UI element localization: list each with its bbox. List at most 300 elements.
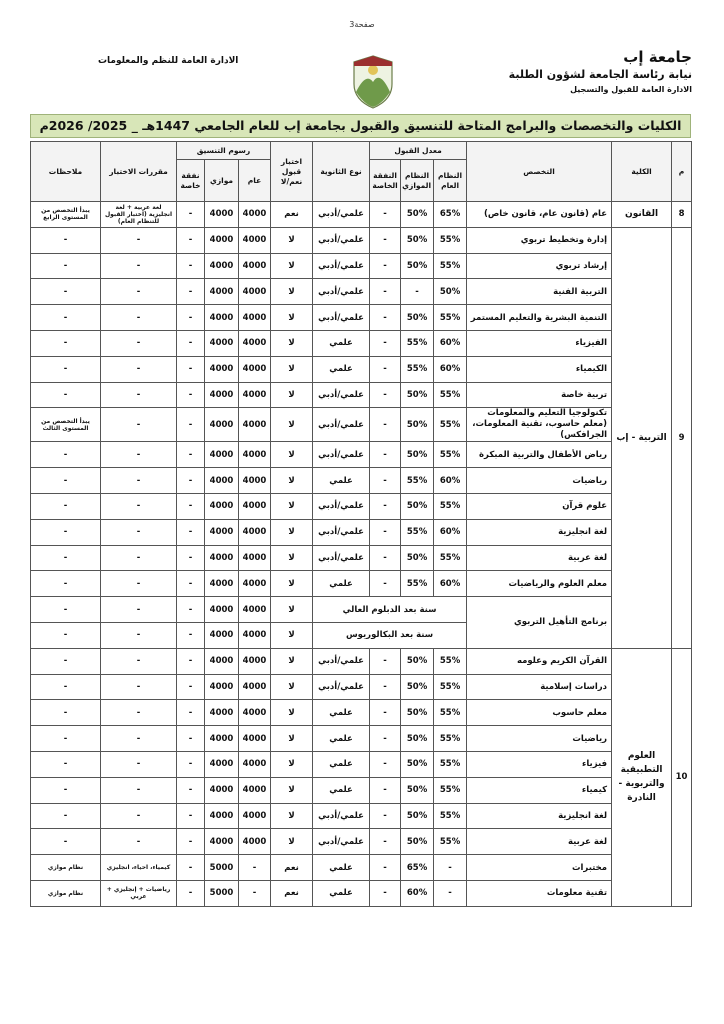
specialization-name: رياضيات [467,468,612,494]
university-logo [336,54,410,110]
specialization-name: إرشاد تربوي [467,253,612,279]
secondary-type: علمي [313,468,370,494]
rate-general: 55% [434,305,467,331]
admission-exam: لا [271,545,313,571]
rate-parallel: 50% [401,545,434,571]
rate-parallel: - [401,279,434,305]
rate-private: - [370,408,401,442]
table-row [31,751,692,777]
col-specialization: التخصص [467,142,612,202]
secondary-type: علمي/أدبي [313,545,370,571]
exam-subjects: - [101,751,177,777]
fee-private: - [177,622,205,648]
exam-subjects: - [101,726,177,752]
rate-private: - [370,545,401,571]
fee-parallel: 4000 [205,279,239,305]
notes: - [31,279,101,305]
fee-general: - [239,880,271,906]
specialization-name: تقنية معلومات [467,880,612,906]
rate-general: 55% [434,726,467,752]
fee-private: - [177,519,205,545]
rate-parallel: 50% [401,803,434,829]
fee-parallel: 4000 [205,648,239,674]
admission-exam: لا [271,279,313,305]
fee-private: - [177,382,205,408]
rate-private: - [370,356,401,382]
admission-exam: لا [271,382,313,408]
fee-parallel: 4000 [205,622,239,648]
fee-parallel: 4000 [205,253,239,279]
rate-parallel: 50% [401,253,434,279]
systems-dept: الادارة العامة للنظم والمعلومات [98,56,239,66]
secondary-type: علمي [313,880,370,906]
admission-exam: لا [271,571,313,597]
admission-exam: لا [271,751,313,777]
table-row [31,777,692,803]
notes: - [31,468,101,494]
fee-parallel: 4000 [205,597,239,623]
table-row [31,227,692,253]
rate-private: - [370,202,401,228]
secondary-type: علمي/أدبي [313,227,370,253]
notes: - [31,442,101,468]
rate-private: - [370,855,401,881]
fee-private: - [177,493,205,519]
fee-parallel: 4000 [205,726,239,752]
fee-private: - [177,726,205,752]
fee-parallel: 4000 [205,356,239,382]
fee-parallel: 4000 [205,442,239,468]
fee-private: - [177,880,205,906]
specialization-name: عام (قانون عام، قانون خاص) [467,202,612,228]
col-rate-private: النفقة الخاصة [370,160,401,202]
notes: - [31,227,101,253]
rate-general: 55% [434,648,467,674]
table-body [31,202,692,907]
specialization-name: التنمية البشرية والتعليم المستمر [467,305,612,331]
rate-private: - [370,330,401,356]
table-row [31,382,692,408]
rate-parallel: 55% [401,519,434,545]
table-row [31,803,692,829]
fee-parallel: 5000 [205,855,239,881]
notes: يبدأ التخصص من المستوى الثالث [31,408,101,442]
exam-subjects: - [101,442,177,468]
programs-table [30,141,692,907]
rate-private: - [370,382,401,408]
rate-general: - [434,855,467,881]
admission-exam: لا [271,803,313,829]
fee-general: 4000 [239,648,271,674]
specialization-name: كيمياء [467,777,612,803]
secondary-type: علمي/أدبي [313,442,370,468]
rate-general: 50% [434,279,467,305]
fee-private: - [177,571,205,597]
admission-exam: لا [271,597,313,623]
admission-exam: لا [271,330,313,356]
col-rate-group: معدل القبول [370,142,467,160]
admission-exam: لا [271,648,313,674]
fee-private: - [177,803,205,829]
col-notes: ملاحظات [31,142,101,202]
specialization-name: لغة انجليزية [467,803,612,829]
fee-parallel: 4000 [205,493,239,519]
specialization-name: رياضيات [467,726,612,752]
fee-general: 4000 [239,408,271,442]
table-row [31,597,692,623]
college-name: العلوم التطبيقية والتربوية - النادرة [612,648,672,906]
secondary-type: علمي [313,751,370,777]
table-row [31,700,692,726]
fee-general: 4000 [239,493,271,519]
notes: - [31,674,101,700]
exam-subjects: - [101,253,177,279]
rate-parallel: 50% [401,227,434,253]
admission-exam: لا [271,227,313,253]
secondary-type: علمي [313,700,370,726]
fee-private: - [177,442,205,468]
fee-general: 4000 [239,597,271,623]
table-header [31,142,692,202]
table-row [31,279,692,305]
rate-general: - [434,880,467,906]
rate-parallel: 50% [401,700,434,726]
rate-parallel: 55% [401,571,434,597]
fee-general: 4000 [239,700,271,726]
rate-parallel: 50% [401,648,434,674]
specialization-name: القرآن الكريم وعلومه [467,648,612,674]
notes: - [31,305,101,331]
col-rate-general: النظام العام [434,160,467,202]
exam-subjects: لغة عربية + لغة انجليزية (اختبار القبول للتنظام العام) [101,202,177,228]
exam-subjects: - [101,545,177,571]
secondary-type: علمي/أدبي [313,648,370,674]
secondary-type: علمي/أدبي [313,305,370,331]
notes: - [31,622,101,648]
fee-general: 4000 [239,726,271,752]
fee-private: - [177,227,205,253]
specialization-name: علوم قرآن [467,493,612,519]
rate-general: 55% [434,382,467,408]
fee-private: - [177,305,205,331]
col-exam-subjects: مقررات الاختبار [101,142,177,202]
university-name: جامعة إب [623,48,692,66]
table-row [31,571,692,597]
secondary-type: علمي/أدبي [313,803,370,829]
fee-parallel: 4000 [205,519,239,545]
table-row [31,855,692,881]
admission-exam: لا [271,493,313,519]
fee-general: 4000 [239,545,271,571]
rate-private: - [370,253,401,279]
rate-general: 55% [434,674,467,700]
rate-general: 55% [434,829,467,855]
fee-private: - [177,597,205,623]
college-name: القانون [612,202,672,228]
rate-private: - [370,829,401,855]
fee-private: - [177,545,205,571]
table-row [31,545,692,571]
notes: - [31,356,101,382]
admission-exam: لا [271,726,313,752]
fee-general: 4000 [239,382,271,408]
fee-general: 4000 [239,468,271,494]
fee-parallel: 4000 [205,468,239,494]
fee-general: 4000 [239,202,271,228]
fee-general: 4000 [239,751,271,777]
admission-exam: لا [271,305,313,331]
rate-parallel: 65% [401,855,434,881]
secondary-type: علمي/أدبي [313,253,370,279]
specialization-name: فيزياء [467,751,612,777]
specialization-name: الكيمياء [467,356,612,382]
fee-general: 4000 [239,330,271,356]
notes: - [31,493,101,519]
fee-private: - [177,648,205,674]
fee-parallel: 4000 [205,829,239,855]
fee-general: 4000 [239,305,271,331]
admission-exam: لا [271,622,313,648]
exam-subjects: - [101,305,177,331]
admission-exam: نعم [271,880,313,906]
rate-parallel: 50% [401,751,434,777]
fee-parallel: 4000 [205,751,239,777]
secondary-type: علمي/أدبي [313,279,370,305]
exam-subjects: - [101,493,177,519]
rate-private: - [370,700,401,726]
rate-private: - [370,305,401,331]
admission-exam: نعم [271,202,313,228]
rate-general: 55% [434,803,467,829]
exam-subjects: - [101,829,177,855]
rate-private: - [370,674,401,700]
rate-general: 55% [434,751,467,777]
specialization-name: إدارة وتخطيط تربوي [467,227,612,253]
fee-private: - [177,829,205,855]
secondary-type: علمي/أدبي [313,493,370,519]
table-row [31,202,692,228]
specialization-name: لغة عربية [467,829,612,855]
col-college: الكلية [612,142,672,202]
table-row [31,648,692,674]
program-duration: سنة بعد الدبلوم العالي [313,597,467,623]
table-row [31,468,692,494]
fee-parallel: 4000 [205,330,239,356]
notes: - [31,700,101,726]
specialization-name: مختبرات [467,855,612,881]
rate-parallel: 50% [401,493,434,519]
rate-private: - [370,803,401,829]
fee-private: - [177,408,205,442]
exam-subjects: - [101,597,177,623]
table-row [31,356,692,382]
rate-general: 55% [434,408,467,442]
table-row [31,253,692,279]
table-row [31,493,692,519]
notes: - [31,777,101,803]
rate-private: - [370,571,401,597]
fee-parallel: 4000 [205,382,239,408]
specialization-name: دراسات إسلامية [467,674,612,700]
fee-private: - [177,356,205,382]
col-exam: اختبار قبول نعم/لا [271,142,313,202]
table-row [31,829,692,855]
fee-private: - [177,202,205,228]
notes: نظام موازي [31,880,101,906]
exam-subjects: - [101,408,177,442]
rate-parallel: 60% [401,880,434,906]
table-row [31,880,692,906]
fee-parallel: 4000 [205,202,239,228]
rate-general: 65% [434,202,467,228]
secondary-type: علمي/أدبي [313,519,370,545]
admission-exam: لا [271,253,313,279]
specialization-name: معلم العلوم والرياضيات [467,571,612,597]
admission-exam: لا [271,700,313,726]
table-row [31,408,692,442]
fee-general: 4000 [239,279,271,305]
college-number: 9 [672,227,692,648]
exam-subjects: - [101,674,177,700]
fee-general: 4000 [239,829,271,855]
col-fee-private: نفقة خاصة [177,160,205,202]
rate-general: 55% [434,545,467,571]
college-number: 10 [672,648,692,906]
exam-subjects: - [101,571,177,597]
secondary-type: علمي [313,356,370,382]
specialization-name: الفيزياء [467,330,612,356]
secondary-type: علمي [313,726,370,752]
exam-subjects: كيمياء، احياء، انجليزي [101,855,177,881]
exam-subjects: - [101,227,177,253]
rate-parallel: 50% [401,408,434,442]
fee-general: - [239,855,271,881]
fee-general: 4000 [239,253,271,279]
specialization-name: رياض الأطفال والتربية المبكرة [467,442,612,468]
rate-private: - [370,442,401,468]
rate-parallel: 50% [401,202,434,228]
table-row [31,674,692,700]
notes: - [31,519,101,545]
notes: - [31,382,101,408]
notes: - [31,330,101,356]
notes: - [31,597,101,623]
admission-exam: لا [271,468,313,494]
page-number: صفحة3 [349,20,375,29]
secondary-type: علمي/أدبي [313,408,370,442]
admission-exam: لا [271,408,313,442]
admission-exam: لا [271,777,313,803]
admission-exam: لا [271,674,313,700]
exam-subjects: - [101,519,177,545]
notes: - [31,253,101,279]
rate-parallel: 50% [401,777,434,803]
college-number: 8 [672,202,692,228]
fee-parallel: 4000 [205,408,239,442]
exam-subjects: - [101,468,177,494]
fee-parallel: 4000 [205,803,239,829]
fee-private: - [177,751,205,777]
rate-private: - [370,726,401,752]
fee-parallel: 4000 [205,777,239,803]
notes: - [31,751,101,777]
exam-subjects: - [101,356,177,382]
rate-general: 55% [434,493,467,519]
fee-parallel: 4000 [205,571,239,597]
rate-parallel: 50% [401,726,434,752]
specialization-name: لغة انجليزية [467,519,612,545]
admission-exam: نعم [271,855,313,881]
specialization-name: التربية الفنية [467,279,612,305]
secondary-type: علمي/أدبي [313,829,370,855]
exam-subjects: - [101,279,177,305]
col-fees-group: رسوم التنسيق [177,142,271,160]
notes: - [31,829,101,855]
fee-private: - [177,468,205,494]
fee-private: - [177,330,205,356]
rate-private: - [370,468,401,494]
exam-subjects: - [101,777,177,803]
rate-general: 55% [434,442,467,468]
notes: - [31,726,101,752]
fee-parallel: 4000 [205,674,239,700]
rate-private: - [370,751,401,777]
col-rate-parallel: النظام الموازي [401,160,434,202]
fee-general: 4000 [239,803,271,829]
institution-header [509,48,692,94]
rate-parallel: 55% [401,468,434,494]
fee-parallel: 4000 [205,700,239,726]
rate-private: - [370,227,401,253]
rate-general: 55% [434,227,467,253]
fee-general: 4000 [239,622,271,648]
specialization-name: تكنولوجيا التعليم والمعلومات (معلم حاسوب، تقنية المعلومات، الجرافكس) [467,408,612,442]
rate-private: - [370,880,401,906]
rate-private: - [370,777,401,803]
fee-private: - [177,253,205,279]
rate-private: - [370,279,401,305]
table-row [31,442,692,468]
program-duration: سنة بعد البكالوريوس [313,622,467,648]
rate-general: 55% [434,700,467,726]
notes: - [31,648,101,674]
fee-parallel: 4000 [205,545,239,571]
fee-general: 4000 [239,227,271,253]
fee-general: 4000 [239,674,271,700]
specialization-name: برنامج التأهيل التربوي [467,597,612,649]
specialization-name: لغة عربية [467,545,612,571]
rate-general: 60% [434,571,467,597]
rate-parallel: 50% [401,829,434,855]
rate-general: 55% [434,253,467,279]
col-sec-type: نوع الثانوية [313,142,370,202]
fee-general: 4000 [239,519,271,545]
fee-private: - [177,674,205,700]
secondary-type: علمي [313,571,370,597]
secondary-type: علمي/أدبي [313,382,370,408]
exam-subjects: - [101,648,177,674]
secondary-type: علمي/أدبي [313,674,370,700]
rate-parallel: 50% [401,305,434,331]
fee-general: 4000 [239,777,271,803]
col-fee-general: عام [239,160,271,202]
admission-exam: لا [271,356,313,382]
rate-parallel: 50% [401,382,434,408]
secondary-type: علمي [313,855,370,881]
specialization-name: معلم حاسوب [467,700,612,726]
col-num: م [672,142,692,202]
rate-parallel: 55% [401,356,434,382]
